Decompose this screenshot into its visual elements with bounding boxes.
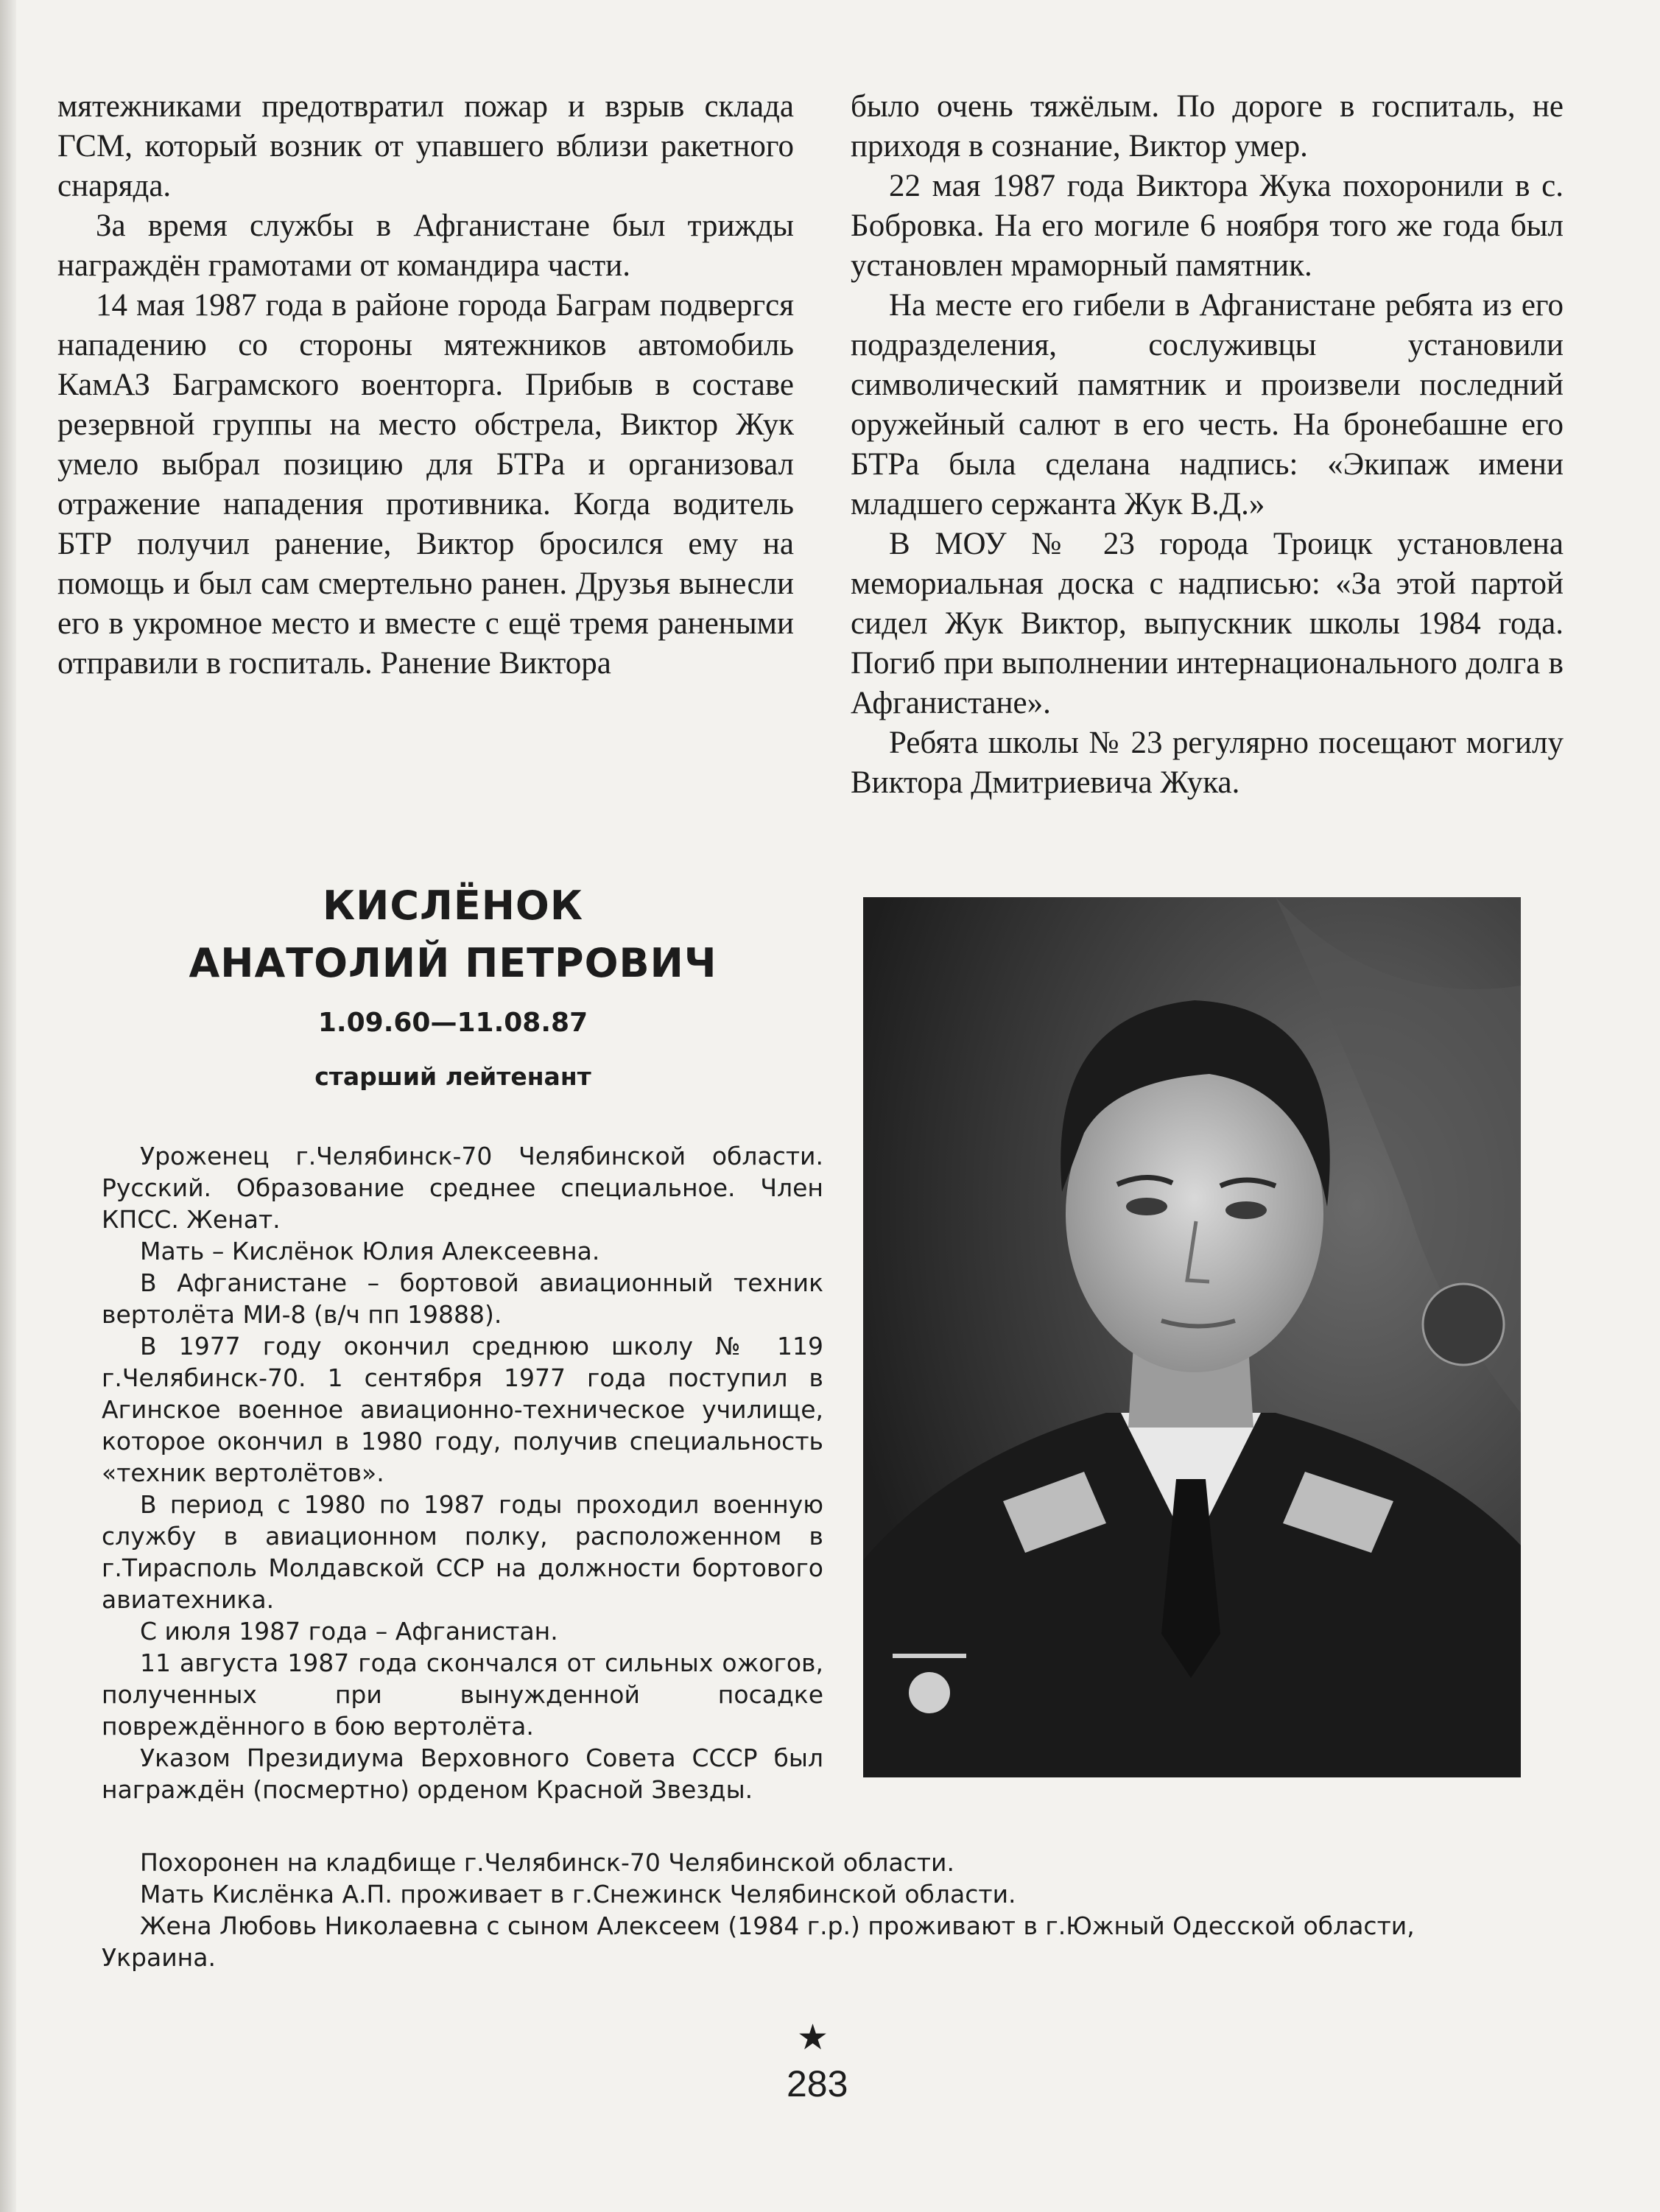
paragraph: было очень тяжёлым. По дороге в госпиталь, не приходя в сознание, Виктор умер.	[851, 89, 1564, 164]
profile-dates: 1.09.60—11.08.87	[317, 1008, 588, 1038]
bio-paragraph: Мать Кислёнка А.П. проживает в г.Снежинск Челябинской области.	[140, 1880, 1016, 1909]
profile-surname: КИСЛЁНОК	[323, 882, 583, 929]
bio-paragraph: В 1977 году окончил среднюю школу № 119 г.Челябинск-70. 1 сентября 1977 года поступил в Агинское военное авиационно-техническое училище, которое окончил в 1980 году, получив специальность «техник вертолётов».	[102, 1332, 823, 1487]
bio-paragraph: В период с 1980 по 1987 годы проходил военную службу в авиационном полку, расположенном в г.Тирасполь Молдавской ССР на должности бортового авиатехника.	[102, 1490, 823, 1614]
bio-paragraph: Указом Президиума Верховного Совета СССР был награждён (посмертно) орденом Красной Звезды.	[102, 1744, 823, 1804]
bio-paragraph: Похоронен на кладбище г.Челябинск-70 Челябинской области.	[140, 1848, 954, 1877]
paragraph: В МОУ № 23 города Троицк установлена мемориальная доска с надписью: «За этой партой сидел Жук Виктор, выпускник школы 1984 года. Погиб при выполнении интернационального долга в Афганистане».	[851, 527, 1564, 720]
bio-paragraph: Мать – Кислёнок Юлия Алексеевна.	[140, 1237, 600, 1265]
portrait-photo	[863, 897, 1521, 1777]
section-star-ornament: ★	[797, 2017, 829, 2058]
biography-text-wide	[102, 1847, 1523, 1973]
paragraph: Ребята школы № 23 регулярно посещают могилу Виктора Дмитриевича Жука.	[851, 726, 1564, 800]
bio-paragraph: Уроженец г.Челябинск-70 Челябинской области. Русский. Образование среднее специальное. Член КПСС. Женат.	[102, 1142, 823, 1234]
page-number: 283	[787, 2063, 848, 2104]
profile-given-names: АНАТОЛИЙ ПЕТРОВИЧ	[189, 940, 717, 986]
bio-paragraph: 11 августа 1987 года скончался от сильных ожогов, полученных при вынужденной посадке повреждённого в бою вертолёта.	[102, 1649, 823, 1741]
paragraph: За время службы в Афганистане был трижды награждён грамотами от командира части.	[57, 208, 794, 283]
bio-paragraph: Жена Любовь Николаевна с сыном Алексеем (1984 г.р.) проживают в г.Южный Одесской области, Украина.	[102, 1911, 1415, 1972]
bio-paragraph: С июля 1987 года – Афганистан.	[140, 1617, 558, 1646]
paragraph: мятежниками предотвратил пожар и взрыв склада ГСМ, который возник от упавшего вблизи ракетного снаряда.	[57, 89, 794, 203]
paragraph: 14 мая 1987 года в районе города Баграм подвергся нападению со стороны мятежников автомобиль КамАЗ Баграмского военторга. Прибыв в составе резервной группы на место обстрела, Виктор Жук умело выбрал позицию для БТРа и организовал отражение нападения противника. Когда водитель БТР получил ранение, Виктор бросился ему на помощь и был сам смертельно ранен. Друзья вынесли его в укромное место и вместе с ещё тремя ранеными отправили в госпиталь. Ранение Виктора	[57, 288, 794, 681]
paragraph: 22 мая 1987 года Виктора Жука похоронили в с. Бобровка. На его могиле 6 ноября того же года был установлен мраморный памятник.	[851, 169, 1564, 283]
bio-paragraph: В Афганистане – бортовой авиационный техник вертолёта МИ-8 (в/ч пп 19888).	[102, 1268, 823, 1329]
portrait-illustration	[863, 897, 1521, 1777]
page-gutter-shadow	[0, 0, 16, 2212]
right-text-column	[851, 87, 1564, 803]
left-text-column	[57, 87, 794, 684]
biography-text	[102, 1140, 823, 1805]
paragraph: На месте его гибели в Афганистане ребята из его подразделения, сослуживцы установили символический памятник и произвели последний оружейный салют в его честь. На бронебашне его БТРа была сделана надпись: «Экипаж имени младшего сержанта Жук В.Д.»	[851, 288, 1564, 522]
profile-rank: старший лейтенант	[314, 1062, 591, 1091]
